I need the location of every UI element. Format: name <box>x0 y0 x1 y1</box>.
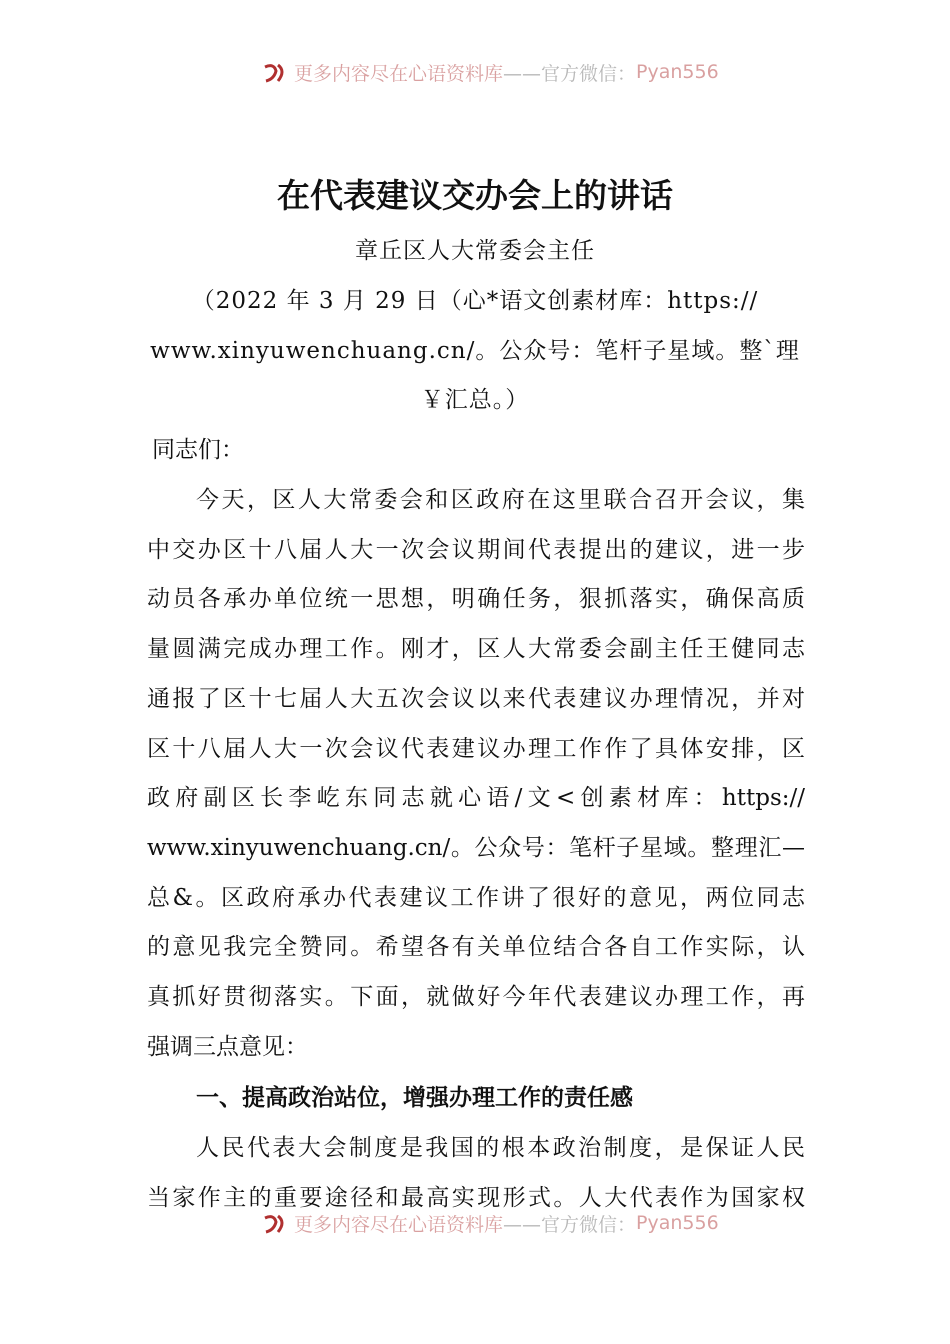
watermark-handle: Pyan556 <box>636 61 719 83</box>
text-line: 人民代表大会制度是我国的根本政治制度，是保证人民 <box>196 1135 805 1161</box>
text-line: 动员各承办单位统一思想，明确任务，狠抓落实，确保高质 <box>147 586 805 613</box>
text-line: 中交办区十八届人大一次会议期间代表提出的建议，进一步 <box>147 536 805 563</box>
date-line: ￥汇总。） <box>420 387 530 413</box>
text-line: 真抓好贯彻落实。下面，就做好今年代表建议办理工作，再 <box>147 984 805 1010</box>
text-line: 量圆满完成办理工作。刚才，区人大常委会副主任王健同志 <box>147 636 805 663</box>
text-line: 强调三点意见： <box>147 1033 308 1060</box>
text-line: 区十八届人大一次会议代表建议办理工作作了具体安排，区 <box>147 735 805 762</box>
date-line: www.xinyuwenchuang.cn/。公众号：笔杆子星域。整`理 <box>150 338 800 364</box>
watermark-handle: Pyan556 <box>636 1212 719 1234</box>
salutation: 同志们： <box>152 437 244 463</box>
text-line: 的意见我完全赞同。希望各有关单位结合各自工作实际，认 <box>147 934 805 961</box>
text-line: 通报了区十七届人大五次会议以来代表建议办理情况，并对 <box>147 685 805 712</box>
section-heading: 一、提高政治站位，增强办理工作的责任感 <box>196 1085 633 1111</box>
text-line: 今天，区人大常委会和区政府在这里联合召开会议，集 <box>196 487 805 513</box>
watermark-text: 更多内容尽在心语资料库 <box>294 62 504 85</box>
watermark-text: 更多内容尽在心语资料库 <box>294 1213 504 1236</box>
text-line: 政府副区长李屹东同志就心语/文<创素材库：https:// <box>147 785 805 812</box>
author-line: 章丘区人大常委会主任 <box>355 238 595 264</box>
date-line: （2022 年 3 月 29 日（心*语文创素材库：https:// <box>191 288 759 314</box>
watermark-wechat-label: ——官方微信： <box>503 1213 637 1236</box>
header-watermark <box>262 57 742 87</box>
footer-watermark <box>262 1208 742 1238</box>
text-line: www.xinyuwenchuang.cn/。公众号：笔杆子星域。整理汇— <box>147 834 805 861</box>
document-title: 在代表建议交办会上的讲话 <box>277 176 673 215</box>
watermark-wechat-label: ——官方微信： <box>503 62 637 85</box>
text-line: 总&。区政府承办代表建议工作讲了很好的意见，两位同志 <box>147 884 805 911</box>
logo-icon <box>262 61 288 83</box>
logo-icon <box>262 1212 288 1234</box>
text-line: 当家作主的重要途径和最高实现形式。人大代表作为国家权 <box>147 1184 805 1211</box>
